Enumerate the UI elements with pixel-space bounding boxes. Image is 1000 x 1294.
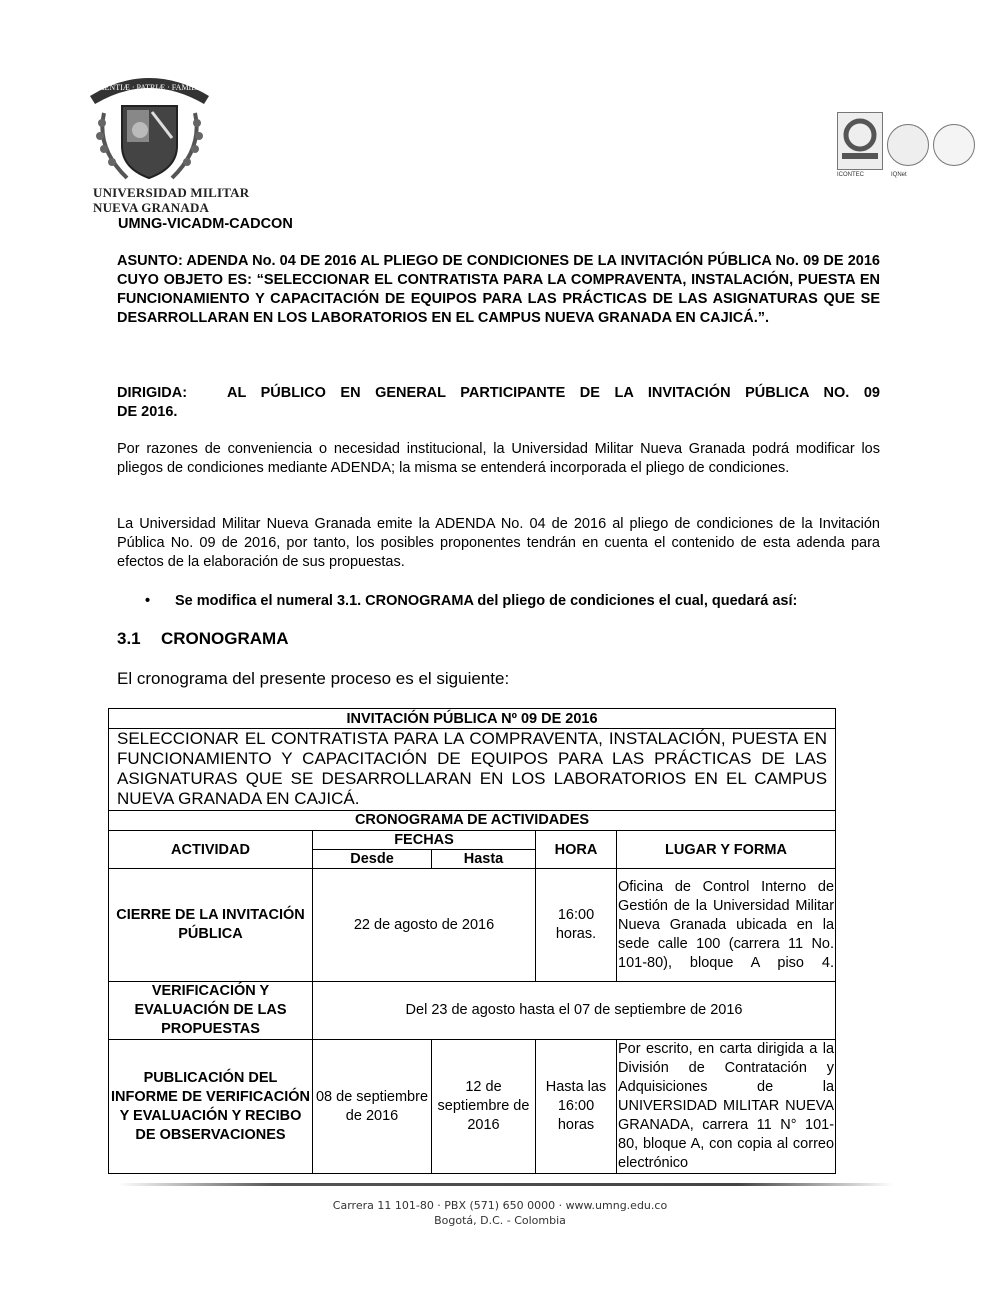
row2-actividad: VERIFICACIÓN Y EVALUACIÓN DE LAS PROPUESTAS [109,982,313,1040]
cronograma-table [108,708,836,1174]
section-title: CRONOGRAMA [161,629,289,648]
row3-actividad: PUBLICACIÓN DEL INFORME DE VERIFICACIÓN Y EVALUACIÓN Y RECIBO DE OBSERVACIONES [109,1040,313,1174]
row1-fecha: 22 de agosto de 2016 [313,869,536,982]
icontec-seal [837,112,883,170]
dirigida-block [117,384,880,422]
colombia-seal [933,124,975,166]
university-name-line1: UNIVERSIDAD MILITAR [93,185,250,200]
table-title: INVITACIÓN PÚBLICA Nº 09 DE 2016 [109,709,836,729]
cert-label-icontec: ICONTEC [837,172,864,178]
row1-actividad: CIERRE DE LA INVITACIÓN PÚBLICA [109,869,313,982]
dirigida-label: DIRIGIDA: [117,385,188,401]
table-row [109,982,836,1040]
asunto-paragraph: ASUNTO: ADENDA No. 04 DE 2016 AL PLIEGO DE CONDICIONES DE LA INVITACIÓN PÚBLICA No. 09 DE 2016 CUYO OBJETO ES: “SELECCIONAR EL CONTRATISTA PARA LA COMPRAVENTA, INSTALACIÓN, PUESTA EN FUNCIONAMIENTO Y CAPACITACIÓN DE EQUIPOS PARA LAS PRÁCTICAS DE LAS ASIGNATURAS QUE SE DESARROLLARAN EN LOS LABORATORIOS EN EL CAMPUS NUEVA GRANADA EN CAJICÁ.”. [117,253,880,326]
footer-divider [118,1183,893,1186]
paragraph-conveniencia: Por razones de conveniencia o necesidad institucional, la Universidad Militar Nueva Granada podrá modificar los pliegos de condiciones mediante ADENDA; la misma se entenderá incorporada el pliego de condiciones. [117,441,880,476]
table-objeto: SELECCIONAR EL CONTRATISTA PARA LA COMPRAVENTA, INSTALACIÓN, PUESTA EN FUNCIONAMIENTO Y CAPACITACIÓN DE EQUIPOS PARA LAS PRÁCTICAS DE LAS ASIGNATURAS QUE SE DESARROLLARAN EN LOS LABORATORIOS EN EL CAMPUS NUEVA GRANADA EN CAJICÁ. [109,729,836,811]
section-number: 3.1 [117,629,141,648]
footer-address: Carrera 11 101-80 · PBX (571) 650 0000 · www.umng.edu.co [332,1199,668,1212]
certification-seals [835,112,980,180]
header-lugar: LUGAR Y FORMA [617,831,836,869]
row3-hasta: 12 de septiembre de 2016 [432,1040,536,1174]
row3-lugar: Por escrito, en carta dirigida a la División de Contratación y Adquisiciones de la UNIVERSIDAD MILITAR NUEVA GRANADA, carrera 11 N° 101-80, bloque A, con copia al correo electrónico [617,1040,836,1174]
row3-hora: Hasta las 16:00 horas [536,1040,617,1174]
table-row [109,869,836,982]
header-fechas: FECHAS [313,831,536,850]
row3-desde: 08 de septiembre de 2016 [313,1040,432,1174]
table-row [109,1040,836,1174]
university-name-line2: NUEVA GRANADA [93,200,210,215]
cronograma-intro: El cronograma del presente proceso es el siguiente: [117,669,510,688]
header-actividad: ACTIVIDAD [109,831,313,869]
header-hora: HORA [536,831,617,869]
section-heading [117,629,289,649]
bullet-icon: • [145,593,151,609]
dirigida-value-line2: DE 2016. [117,404,178,420]
document-code: UMNG-VICADM-CADCON [118,216,293,232]
bullet-text: Se modifica el numeral 3.1. CRONOGRAMA del pliego de condiciones el cual, quedará así: [175,593,798,609]
paragraph-adenda: La Universidad Militar Nueva Granada emite la ADENDA No. 04 de 2016 al pliego de condiciones de la Invitación Pública No. 09 de 2016, por tanto, los posibles proponentes tendrán en cuenta el contenido de esta adenda para efectos de la elaboración de sus propuestas. [117,516,880,570]
row1-hora: 16:00 horas. [536,869,617,982]
footer-city: Bogotá, D.C. - Colombia [434,1214,566,1227]
header-desde: Desde [313,850,432,869]
table-subtitle: CRONOGRAMA DE ACTIVIDADES [109,811,836,831]
row1-lugar: Oficina de Control Interno de Gestión de la Universidad Militar Nueva Granada ubicada en la sede calle 100 (carrera 11 No. 101-80), bloque A piso 4. [617,869,836,982]
university-name [93,185,249,215]
cert-label-iqnet: IQNet [891,172,907,178]
row2-fecha: Del 23 de agosto hasta el 07 de septiembre de 2016 [313,982,836,1040]
logo-motto: SCIENTIÆ · PATRIÆ · FAMILIÆ [92,83,206,92]
iqnet-seal [887,124,929,166]
dirigida-value-line1: AL PÚBLICO EN GENERAL PARTICIPANTE DE LA INVITACIÓN PÚBLICA NO. 09 [227,385,880,401]
header-hasta: Hasta [432,850,536,869]
